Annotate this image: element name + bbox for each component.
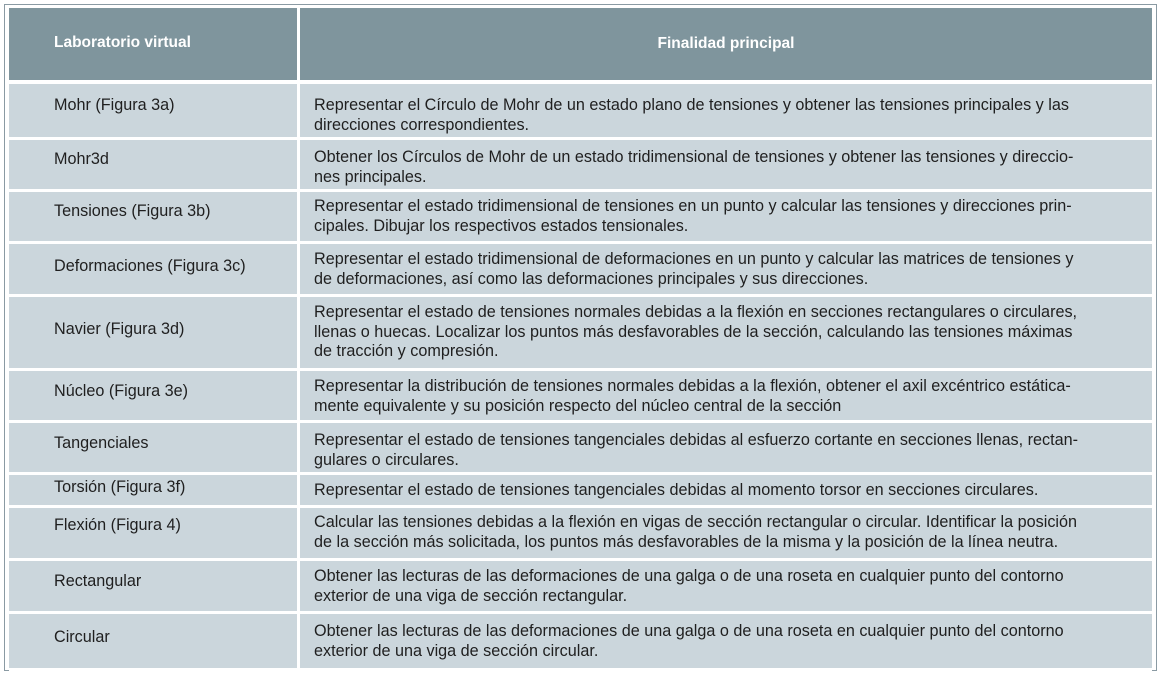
purpose-line: de la sección más solicitada, los puntos más desfavorables de la misma y la posición de la línea neutra. bbox=[314, 532, 1059, 551]
table-row bbox=[9, 508, 1152, 561]
purpose-line: Representar el estado de tensiones tangenciales debidas al momento torsor en secciones circulares. bbox=[314, 481, 1039, 499]
table-row bbox=[9, 423, 1152, 475]
purpose-line: gulares o circulares. bbox=[314, 450, 459, 469]
table-row bbox=[9, 297, 1152, 371]
lab-name-cell: Flexión (Figura 4) bbox=[9, 508, 300, 561]
table-frame bbox=[4, 4, 1157, 671]
table-header-row bbox=[9, 8, 1152, 84]
lab-name-cell: Navier (Figura 3d) bbox=[9, 297, 300, 371]
table-row bbox=[9, 192, 1152, 244]
purpose-line: exterior de una viga de sección rectangular. bbox=[314, 586, 628, 605]
purpose-line: direcciones correspondientes. bbox=[314, 115, 530, 134]
lab-name-cell: Rectangular bbox=[9, 561, 300, 614]
purpose-line: Obtener las lecturas de las deformaciones de una galga o de una roseta en cualquier punto del contorno bbox=[314, 567, 1064, 585]
lab-name-cell: Deformaciones (Figura 3c) bbox=[9, 244, 300, 297]
lab-name-cell: Torsión (Figura 3f) bbox=[9, 475, 300, 508]
lab-name-cell: Mohr (Figura 3a) bbox=[9, 84, 300, 140]
header-laboratorio-virtual: Laboratorio virtual bbox=[9, 8, 300, 84]
purpose-line: de tracción y compresión. bbox=[314, 342, 499, 360]
purpose-line: Obtener los Círculos de Mohr de un estado tridimensional de tensiones y obtener las tensiones y direccio- bbox=[314, 148, 1074, 166]
table-row bbox=[9, 84, 1152, 140]
purpose-line: Calcular las tensiones debidas a la flexión en vigas de sección rectangular o circular. Identificar la posición bbox=[314, 513, 1078, 531]
purpose-line: cipales. Dibujar los respectivos estados tensionales. bbox=[314, 216, 689, 235]
purpose-cell bbox=[300, 423, 1152, 475]
table-row bbox=[9, 614, 1152, 671]
purpose-line: Obtener las lecturas de las deformaciones de una galga o de una roseta en cualquier punto del contorno bbox=[314, 622, 1064, 640]
purpose-line: de deformaciones, así como las deformaciones principales y sus direcciones. bbox=[314, 269, 869, 288]
lab-name-cell: Tensiones (Figura 3b) bbox=[9, 192, 300, 244]
purpose-line: llenas o huecas. Localizar los puntos más desfavorables de la sección, calculando las tensiones máximas bbox=[314, 322, 1073, 341]
purpose-cell bbox=[300, 297, 1152, 371]
laboratories-table bbox=[9, 8, 1152, 671]
lab-name-cell: Tangenciales bbox=[9, 423, 300, 475]
purpose-cell bbox=[300, 614, 1152, 671]
purpose-cell bbox=[300, 508, 1152, 561]
purpose-line: Representar el Círculo de Mohr de un estado plano de tensiones y obtener las tensiones principales y las bbox=[314, 96, 1069, 114]
table-row bbox=[9, 140, 1152, 192]
purpose-line: mente equivalente y su posición respecto del núcleo central de la sección bbox=[314, 396, 842, 415]
purpose-line: Representar el estado de tensiones tangenciales debidas al esfuerzo cortante en secciones llenas, rectan- bbox=[314, 431, 1078, 449]
table-row bbox=[9, 371, 1152, 423]
purpose-cell bbox=[300, 475, 1152, 508]
purpose-line: exterior de una viga de sección circular. bbox=[314, 641, 599, 660]
table-row bbox=[9, 475, 1152, 508]
purpose-cell bbox=[300, 561, 1152, 614]
purpose-line: Representar el estado tridimensional de deformaciones en un punto y calcular las matrices de tensiones y bbox=[314, 250, 1074, 268]
table-row bbox=[9, 244, 1152, 297]
purpose-cell bbox=[300, 192, 1152, 244]
lab-name-cell: Núcleo (Figura 3e) bbox=[9, 371, 300, 423]
purpose-line: Representar el estado tridimensional de tensiones en un punto y calcular las tensiones y direcciones prin- bbox=[314, 197, 1072, 215]
purpose-cell bbox=[300, 140, 1152, 192]
purpose-line: nes principales. bbox=[314, 167, 427, 186]
purpose-cell bbox=[300, 371, 1152, 423]
purpose-cell bbox=[300, 244, 1152, 297]
purpose-line: Representar la distribución de tensiones normales debidas a la flexión, obtener el axil excéntrico estática- bbox=[314, 377, 1071, 395]
lab-name-cell: Mohr3d bbox=[9, 140, 300, 192]
lab-name-cell: Circular bbox=[9, 614, 300, 671]
header-finalidad-principal: Finalidad principal bbox=[300, 8, 1152, 84]
purpose-cell bbox=[300, 84, 1152, 140]
table-row bbox=[9, 561, 1152, 614]
purpose-line: Representar el estado de tensiones normales debidas a la flexión en secciones rectangulares o circulares, bbox=[314, 303, 1078, 321]
